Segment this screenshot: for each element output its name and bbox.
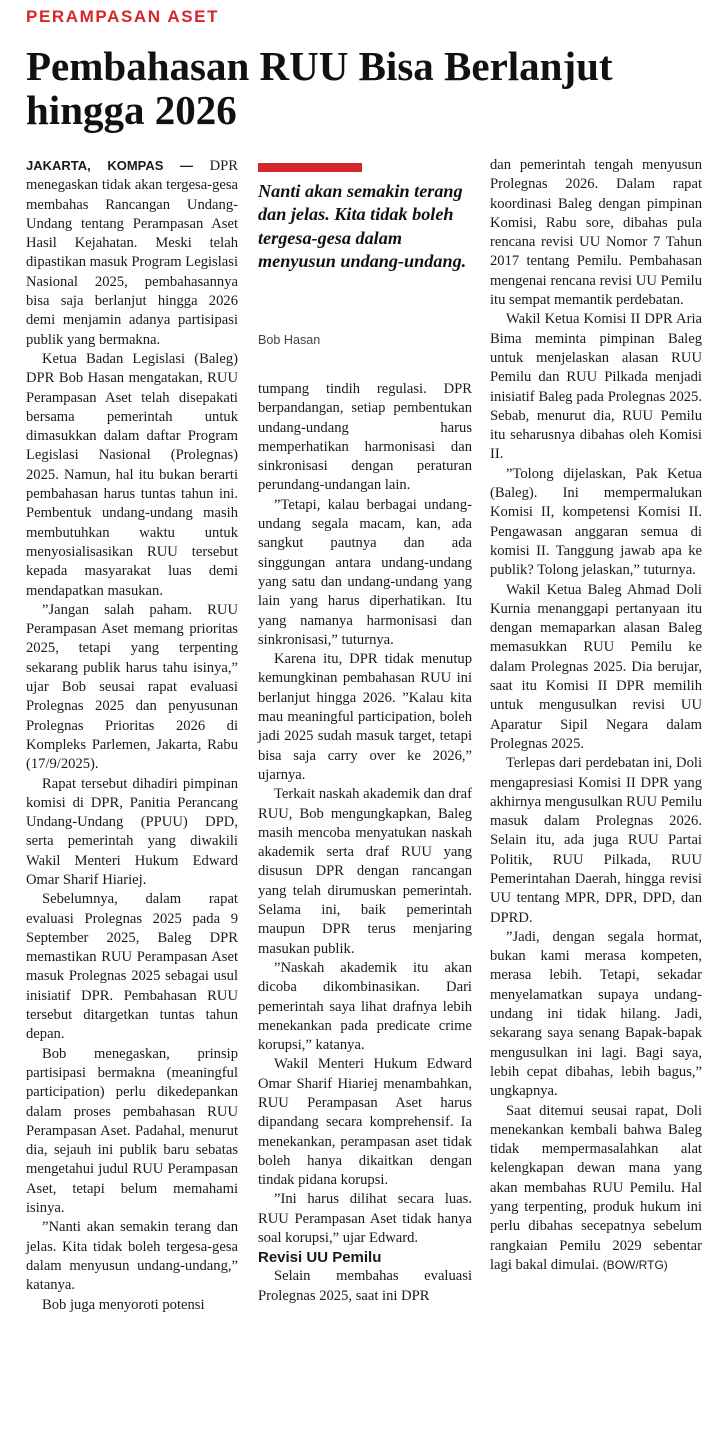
lead-paragraph bbox=[26, 156, 238, 350]
pullquote-source: Bob Hasan bbox=[258, 333, 321, 347]
pullquote-accent-bar bbox=[258, 163, 362, 172]
paragraph: ”Ini harus dilihat secara luas. RUU Perampasan Aset tidak hanya soal korupsi,” ujar Edward. bbox=[258, 1191, 472, 1247]
article-column-1 bbox=[26, 156, 238, 1315]
kicker: PERAMPASAN ASET bbox=[26, 7, 220, 26]
article-column-2 bbox=[258, 380, 472, 1306]
pullquote: Nanti akan semakin terang dan jelas. Kita tidak boleh tergesa-gesa dalam menyusun undang-undang. bbox=[258, 181, 467, 272]
paragraph: Selain membahas evaluasi Prolegnas 2025, saat ini DPR bbox=[258, 1268, 472, 1304]
paragraph: Karena itu, DPR tidak menutup kemungkinan pembahasan RUU ini berlanjut hingga 2026. ”Kalau kita mau meaningful participation, boleh jadi 2025 sudah masuk target, tetapi bisa saja carry over ke 2026,” ujarnya. bbox=[258, 651, 472, 783]
paragraph-text: DPR menegaskan tidak akan tergesa-gesa membahas Rancangan Undang-Undang tentang Perampasan Aset Hasil Kejahatan. Meski telah dipastikan masuk Program Legislasi Nasional 2025, pembahasannya bisa saja berlanjut hingga 2026 demi menjamin adanya partisipasi publik yang bermakna. bbox=[26, 158, 238, 348]
paragraph-text: Saat ditemui seusai rapat, Doli menekankan kembali bahwa Baleg tidak mempermasalahkan alat kelengkapan dewan mana yang akan membahas RUU Pemilu. Hal yang terpenting, produk hukum ini perlu dibahas secepatnya sebelum rangkaian Pemilu 2029 sebentar lagi bakal dimulai. bbox=[490, 1102, 702, 1273]
paragraph: Rapat tersebut dihadiri pimpinan komisi di DPR, Panitia Perancang Undang-Undang (PPUU) DPD, serta pemerintah yang diwakili Wakil Menteri Hukum Edward Omar Sharif Hiariej. bbox=[26, 775, 238, 888]
paragraph: Wakil Menteri Hukum Edward Omar Sharif Hiariej menambahkan, RUU Perampasan Aset harus dipandang secara komprehensif. Ia menekankan, perampasan aset tidak boleh hanya dikaitkan dengan tindak pidana korupsi. bbox=[258, 1056, 472, 1189]
paragraph: Terkait naskah akademik dan draf RUU, Bob mengungkapkan, Baleg masih mencoba menyatukan naskah akademik serta draf RUU yang disusun DPR dengan rancangan yang telah dirumuskan pemerintah. Selama ini, baik pemerintah maupun DPR terus menjaring masukan publik. bbox=[258, 786, 472, 957]
article-column-3 bbox=[490, 156, 702, 1275]
subheading: Revisi UU Pemilu bbox=[258, 1249, 382, 1267]
headline: Pembahasan RUU Bisa Berlanjut hingga 2026 bbox=[26, 43, 613, 133]
dateline: JAKARTA, KOMPAS — bbox=[26, 158, 193, 173]
paragraph: ”Naskah akademik itu akan dicoba dikombinasikan. Dari pemerintah saya lihat drafnya lebih menekankan pada predicate crime korupsi,” katanya. bbox=[258, 959, 472, 1054]
paragraph: ”Jangan salah paham. RUU Perampasan Aset memang prioritas 2025, tetapi yang terpenting sekarang publik harus tahu isinya,” ujar Bob seusai rapat evaluasi Prolegnas 2025 dan penyusunan Prolegnas Prioritas 2026 di Kompleks Parlemen, Jakarta, Rabu (17/9/2025). bbox=[26, 601, 238, 773]
closing-paragraph bbox=[490, 1102, 702, 1276]
paragraph: Bob menegaskan, prinsip partisipasi bermakna (meaningful participation) perlu dikedepankan dalam proses pembahasan RUU Perampasan Aset. Padahal, menurut dia, sejauh ini publik baru sebatas mengetahui judul RUU Perampasan Aset, tetapi belum memahami isinya. bbox=[26, 1045, 238, 1217]
paragraph: Wakil Ketua Komisi II DPR Aria Bima meminta pimpinan Baleg untuk menjelaskan alasan RUU Pemilu dan RUU Pilkada menjadi inisiatif Baleg pada Prolegnas 2025. Sebab, menurut dia, RUU Pemilu itu seharusnya dibahas oleh Komisi II. bbox=[490, 311, 702, 463]
paragraph: tumpang tindih regulasi. DPR berpandangan, setiap pembentukan undang-undang harus memperhatikan harmonisasi dan sinkronisasi dengan peraturan perundang-undangan lain. bbox=[258, 381, 472, 494]
signoff: (BOW/RTG) bbox=[602, 1257, 668, 1272]
paragraph: Ketua Badan Legislasi (Baleg) DPR Bob Hasan mengatakan, RUU Perampasan Aset telah disepakati bersama pemerintah untuk dimasukkan dalam daftar Program Legislasi Nasional (Prolegnas) 2025. Namun, hal itu bukan berarti pembahasan harus tuntas tahun ini. Pembentuk undang-undang masih membutuhkan waktu untuk menyosialisasikan RUU tersebut kepada masyarakat luas demi mendapatkan masukan. bbox=[26, 350, 238, 599]
paragraph: ”Tetapi, kalau berbagai undang-undang segala macam, kan, ada sangkut pautnya dan ada singgungan antara undang-undang yang satu dan undang-undang yang lain yang harus diperhatikan. Itu yang namanya harmonisasi dan sinkronisasi,” tuturnya. bbox=[258, 496, 472, 648]
paragraph: Terlepas dari perdebatan ini, Doli mengapresiasi Komisi II DPR yang akhirnya mengusulkan RUU Pemilu masuk dalam Prolegnas 2026. Selain itu, ada juga RUU Partai Politik, RUU Pilkada, RUU Pemerintahan Daerah, hingga revisi UU tentang MPR, DPR, DPD, dan DPRD. bbox=[490, 755, 702, 926]
paragraph: Wakil Ketua Baleg Ahmad Doli Kurnia menanggapi pertanyaan itu dengan memaparkan alasan Baleg memasukkan RUU Pemilu ke dalam Prolegnas 2025. Dia berujar, saat itu Komisi II DPR memilih untuk mengusulkan revisi UU Aparatur Sipil Negara dalam Prolegnas 2025. bbox=[490, 581, 702, 752]
paragraph: dan pemerintah tengah menyusun Prolegnas 2026. Dalam rapat koordinasi Baleg dengan pimpinan Komisi, Rabu sore, dibahas pula rencana revisi UU Nomor 7 Tahun 2017 tentang Pemilu. Pembahasan mengenai rencana revisi UU Pemilu itu sempat memantik perdebatan. bbox=[490, 157, 702, 309]
paragraph: ”Jadi, dengan segala hormat, bukan kami merasa kompeten, merasa lebih. Tetapi, sekadar menyelamatkan supaya undang-undang ini tidak hilang. Jadi, sekarang saya senang Bapak-bapak mengusulkan ini lagi. Bagi saya, lebih cepat dibahas, lebih bagus,” ungkapnya. bbox=[490, 928, 702, 1100]
paragraph: Sebelumnya, dalam rapat evaluasi Prolegnas 2025 pada 9 September 2025, Baleg DPR memastikan RUU Perampasan Aset masuk Prolegnas 2025 sebagai usul inisiatif DPR. Pembahasan RUU tersebut ditargetkan tuntas tahun depan. bbox=[26, 891, 238, 1043]
paragraph: ”Tolong dijelaskan, Pak Ketua (Baleg). Ini mempermalukan Komisi II, kompetensi Komisi II. Pengawasan anggaran semua di komisi II. Tanggung jawab apa ke publik? Tolong jelaskan,” tuturnya. bbox=[490, 465, 702, 579]
paragraph: ”Nanti akan semakin terang dan jelas. Kita tidak boleh tergesa-gesa dalam menyusun undang-undang,” katanya. bbox=[26, 1219, 238, 1294]
paragraph: Bob juga menyoroti potensi bbox=[42, 1296, 205, 1313]
